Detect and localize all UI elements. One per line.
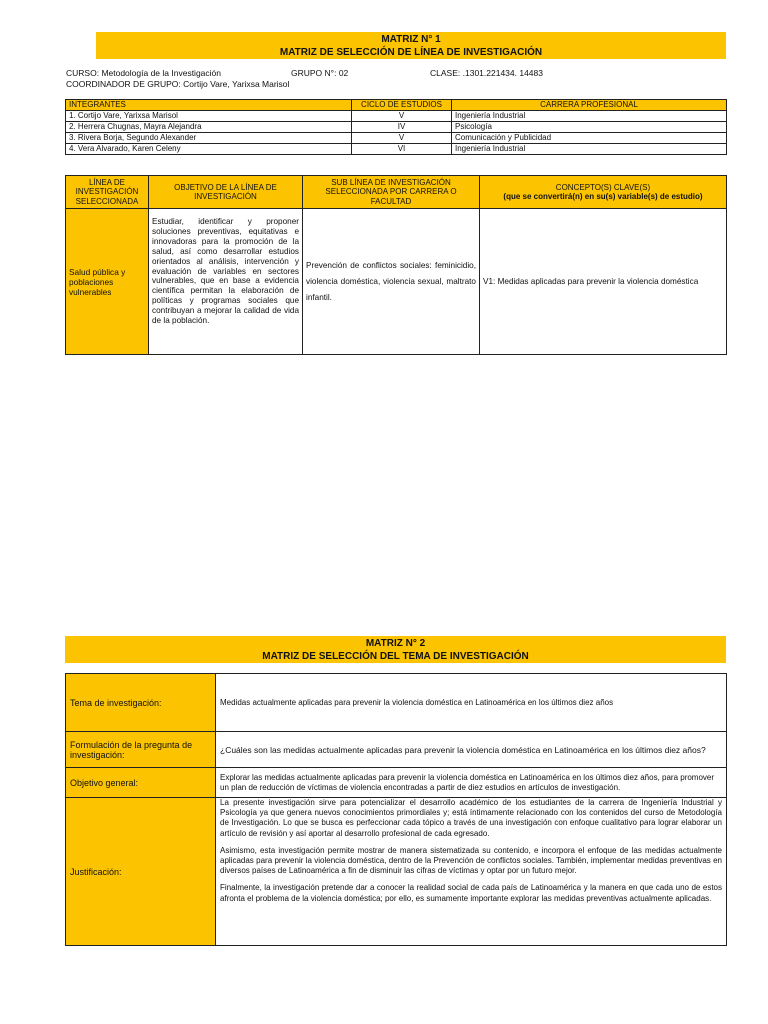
header-objetivo: OBJETIVO DE LA LÍNEA DE INVESTIGACIÓN <box>149 176 303 209</box>
grupo-label: GRUPO N°: <box>291 68 337 78</box>
members-header-carrera: CARRERA PROFESIONAL <box>452 100 727 111</box>
table-row <box>66 144 727 155</box>
pregunta-value: ¿Cuáles son las medidas actualmente aplicadas para prevenir la violencia doméstica en Latinoamérica en los últimos diez años? <box>216 732 727 768</box>
members-table <box>65 99 727 155</box>
matriz2-number: MATRIZ N° 2 <box>365 638 426 649</box>
table-row <box>66 111 727 122</box>
members-header-integrantes: INTEGRANTES <box>66 100 352 111</box>
justificacion-paragraph: Asimismo, esta investigación permite mostrar de manera sistematizada su contenido, e incorpora el enfoque de las medidas actualmente aplicadas para prevenir la violencia doméstica, dentro de la Prevención de conflictos sociales. También, implementar medidas preventivas en diversos países de Latinoamérica a fin de disminuir las cifras de víctimas y optar por un futuro mejor. <box>220 845 722 876</box>
selection-header-row <box>66 176 727 209</box>
clase-line <box>430 68 543 79</box>
header-conceptos <box>480 176 727 209</box>
member-carrera: Psicología <box>452 122 727 133</box>
member-name: 3. Rivera Borja, Segundo Alexander <box>66 133 352 144</box>
member-name: 4. Vera Alvarado, Karen Celeny <box>66 144 352 155</box>
member-ciclo: V <box>352 111 452 122</box>
header-sublinea: SUB LÍNEA DE INVESTIGACIÓN SELECCIONADA POR CARRERA O FACULTAD <box>303 176 480 209</box>
justificacion-label: Justificación: <box>66 798 216 946</box>
table-row <box>66 798 727 946</box>
curso-line <box>66 68 221 79</box>
coordinador-line <box>66 79 289 90</box>
conceptos-cell: V1: Medidas aplicadas para prevenir la violencia doméstica <box>480 209 727 355</box>
clase-label: CLASE: <box>430 68 461 78</box>
member-ciclo: V <box>352 133 452 144</box>
header-conceptos-title: CONCEPTO(S) CLAVE(S) <box>555 182 651 192</box>
curso-label: CURSO: <box>66 68 100 78</box>
matriz2-banner <box>65 636 726 663</box>
member-carrera: Ingeniería Industrial <box>452 111 727 122</box>
matriz1-number: MATRIZ N° 1 <box>381 34 441 45</box>
curso-value: Metodología de la Investigación <box>101 68 221 78</box>
matriz1-banner <box>96 32 726 59</box>
members-header-row <box>66 100 727 111</box>
justificacion-paragraph: La presente investigación sirve para potencializar el desarrollo académico de los estudiantes de la carrera de Ingeniería Industrial y Psicología ya que genera nuevos conocimientos primordiales y; está íntimamente relacionado con los contenidos del curso de Metodología de Investigación. Lo que se busca es perfeccionar cada tópico a través de una investigación con enfoque cualitativo para lograr elaborar un artículo de revisión y así aportar al desarrollo profesional de cada egresado. <box>220 798 722 838</box>
member-ciclo: VI <box>352 144 452 155</box>
justificacion-value <box>216 798 727 946</box>
header-linea: LÍNEA DE INVESTIGACIÓN SELECCIONADA <box>66 176 149 209</box>
tema-value: Medidas actualmente aplicadas para prevenir la violencia doméstica en Latinoamérica en los últimos diez años <box>216 674 727 732</box>
member-name: 1. Cortijo Vare, Yarixsa Marisol <box>66 111 352 122</box>
table-row <box>66 122 727 133</box>
table-row <box>66 732 727 768</box>
sublinea-cell: Prevención de conflictos sociales: feminicidio, violencia doméstica, violencia sexual, maltrato infantil. <box>303 209 480 355</box>
theme-table <box>65 673 727 946</box>
objetivo-general-value: Explorar las medidas actualmente aplicadas para prevenir la violencia doméstica en Latinoamérica en los últimos diez años, para promover un plan de reducción de víctimas de violencia encontradas a partir de diez estudios en artículos de investigación. <box>216 768 727 798</box>
selection-row <box>66 209 727 355</box>
member-ciclo: IV <box>352 122 452 133</box>
justificacion-paragraph: Finalmente, la investigación pretende dar a conocer la realidad social de cada país de Latinoamérica y la manera en que cada uno de estos afronta el problema de la violencia doméstica; por ello, es sumamente importante explorar las medidas preventivas actualmente aplicadas. <box>220 883 722 903</box>
table-row <box>66 133 727 144</box>
linea-cell: Salud pública y poblaciones vulnerables <box>66 209 149 355</box>
selection-table <box>65 175 727 355</box>
members-header-ciclo: CICLO DE ESTUDIOS <box>352 100 452 111</box>
header-conceptos-sub: (que se convertirá(n) en su(s) variable(s) de estudio) <box>503 192 703 201</box>
matriz2-title: MATRIZ DE SELECCIÓN DEL TEMA DE INVESTIGACIÓN <box>262 651 529 662</box>
tema-label: Tema de investigación: <box>66 674 216 732</box>
member-carrera: Ingeniería Industrial <box>452 144 727 155</box>
coordinador-label: COORDINADOR DE GRUPO: <box>66 79 181 89</box>
objetivo-cell: Estudiar, identificar y proponer soluciones preventivas, equitativas e innovadoras para la promoción de la salud, así como desarrollar estudios orientados al análisis, intervención y evaluación de variables en sectores vulnerables, que en base a evidencia científica permitan la elaboración de políticas y programas sociales que contribuyan a mejorar la calidad de vida de la población. <box>149 209 303 355</box>
table-row <box>66 674 727 732</box>
pregunta-label: Formulación de la pregunta de investigación: <box>66 732 216 768</box>
matriz1-title: MATRIZ DE SELECCIÓN DE LÍNEA DE INVESTIGACIÓN <box>279 47 543 58</box>
grupo-line <box>291 68 348 79</box>
objetivo-general-label: Objetivo general: <box>66 768 216 798</box>
grupo-value: 02 <box>338 68 349 78</box>
member-carrera: Comunicación y Publicidad <box>452 133 727 144</box>
member-name: 2. Herrera Chugnas, Mayra Alejandra <box>66 122 352 133</box>
table-row <box>66 768 727 798</box>
clase-value: .1301.221434. 14483 <box>462 68 543 78</box>
coordinador-value: Cortijo Vare, Yarixsa Marisol <box>183 79 290 89</box>
